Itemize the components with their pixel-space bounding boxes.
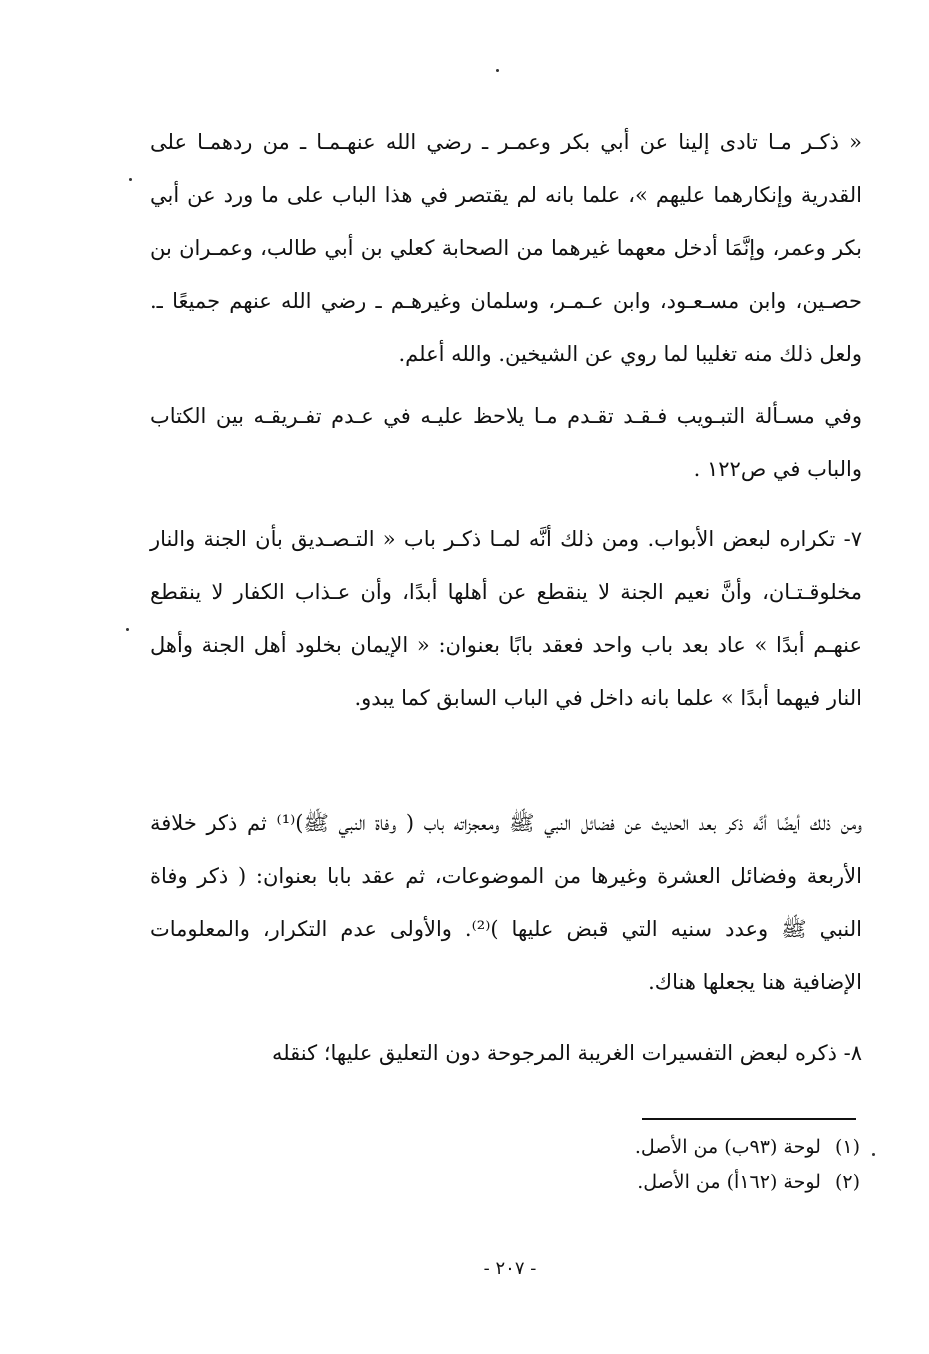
footnote-2 <box>480 1165 860 1200</box>
scan-speck <box>872 1153 875 1156</box>
paragraph-5: ٨- ذكره لبعض التفسيرات الغريبة المرجوحة دون التعليق عليها؛ كنقله <box>271 1041 862 1065</box>
paragraph-4: ومن ذلك أيضًا أنَّه ذكر بعد الحديث عن فضائل النبي ﷺ ومعجزاته باب ( وفاة النبي ﷺ)⁽¹⁾ ثم ذكر خلافة الأربعة وفضائل العشرة وغيرها من الموضوعات، ثم عقد بابا بعنوان: ( ذكر وفاة النبي ﷺ وعدد سنيه التي قبض عليها )⁽²⁾. والأولى عدم التكرار، والمعلومات الإضافية هنا يجعلها هناك. <box>150 811 862 994</box>
page-number-text: - ٢٠٧ - <box>483 1258 537 1279</box>
page-number <box>0 1258 929 1279</box>
scan-speck <box>496 69 499 72</box>
paragraph-2: وفي مسـألة التبـويب فـقـد تقـدم مـا يلاحظ عليـه في عـدم تفـريقـه بين الكتاب والباب في ص١٢٢ . <box>150 404 862 481</box>
paragraph-1: « ذكـر مـا تادى إلينا عن أبي بكر وعمـر ـ رضي الله عنهـمـا ـ من ردهمـا على القدرية وإنكارهما عليهم »، علما بانه لم يقتصر في هذا الباب على ما ورد عن أبي بكر وعمر، وإنَّمَا أدخل معهما غيرهما من الصحابة كعلي بن أبي طالب، وعمـران بن حصـين، وابن مسـعـود، وابن عـمـر، وسلمان وغيرهـم ـ رضي الله عنهم جميعًا ـ. ولعل ذلك منه تغليبا لما روي عن الشيخين. والله أعلم. <box>150 130 862 366</box>
footnote-text: لوحة (٩٣ب) من الأصل. <box>634 1136 821 1158</box>
footnote-marker: (٢) <box>834 1171 860 1193</box>
footnote-1 <box>480 1130 860 1165</box>
footnote-text: لوحة (١٦٢أ) من الأصل. <box>637 1171 821 1193</box>
footnote-separator <box>642 1118 856 1120</box>
footnotes <box>480 1130 860 1200</box>
footnote-marker: (١) <box>834 1136 860 1158</box>
scan-speck <box>126 628 129 631</box>
paragraph-3: ٧- تكراره لبعض الأبواب. ومن ذلك أنَّه لمـا ذكـر باب « التـصـديق بأن الجنة والنار مخلوقـتـان، وأنَّ نعيم الجنة لا ينقطع عن أهلها أبدًا، وأن عـذاب الكفار لا ينقطع عنهـم أبدًا » عاد بعد باب واحد فعقد بابًا بعنوان: « الإيمان بخلود أهل الجنة وأهل النار فيهما أبدًا » علما بانه داخل في الباب السابق كما يبدو. <box>150 527 862 710</box>
scan-speck <box>129 178 132 181</box>
